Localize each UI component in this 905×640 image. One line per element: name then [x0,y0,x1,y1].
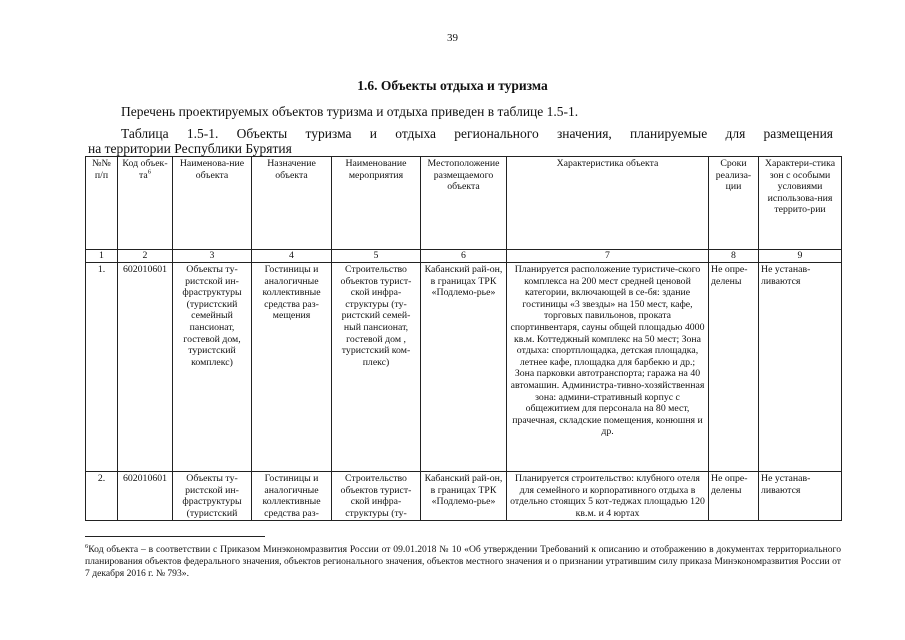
table-cell: Планируется расположение туристиче-ского комплекса на 200 мест средней ценовой категории, включающей в се-бя: здание гостиницы «3 звезды» на 150 мест, кафе, торговых павильонов, проката спортинвентаря, сауны общей площадью 4000 кв.м. Коттеджный комплекс на 50 мест; Зона отдыха: спортплощадка, детская площадка, летнее кафе, площадка для барбекю и др.; Зона парковки автотранспорта; гаража на 40 автомашин. Администра-тивно-хозяйственная зона: админи-стративный корпус с общежитием для персонала на 80 мест, прачечная, складские помещения, конюшня и др. [507,263,709,472]
column-number: 2 [118,250,173,263]
table-cell: 1. [86,263,118,472]
column-number: 1 [86,250,118,263]
header-cell: Характери-стика зон с особыми условиями использова-ния террито-рии [759,157,842,250]
header-cell: Сроки реализа-ции [709,157,759,250]
table-cell: Кабанский рай-он, в границах ТРК «Подлемо-рье» [421,263,507,472]
footnote-marker: 6 [147,168,151,176]
column-number: 5 [332,250,421,263]
table-caption: Таблица 1.5-1. Объекты туризма и отдыха регионального значения, планируемые для размещения [121,126,833,141]
table-cell: Планируется строительство: клубного отеля для семейного и корпоративного отдыха в отдельно стоящих 5 кот-теджах площадью 120 кв.м. и 4 юртах [507,472,709,521]
column-number: 6 [421,250,507,263]
header-cell: Наименование мероприятия [332,157,421,250]
header-cell-text: Код объек-та [122,158,168,181]
column-number: 4 [252,250,332,263]
table-cell: 602010601 [118,472,173,521]
header-cell: Наименова-ние объекта [173,157,252,250]
column-number: 8 [709,250,759,263]
page-number: 39 [447,32,458,44]
column-number-row [86,250,842,263]
table-cell: 2. [86,472,118,521]
tourism-objects-table [85,156,842,521]
table-caption-continued: на территории Республики Бурятия [88,141,292,156]
section-title: 1.6. Объекты отдыха и туризма [357,78,548,93]
table-cell: Не опре-делены [709,472,759,521]
table-cell: 602010601 [118,263,173,472]
table-row [86,472,842,521]
table-row [86,263,842,472]
footnote-marker: 6 [85,542,89,550]
footnote-divider [85,536,265,537]
table-header-row [86,157,842,250]
table-cell: Не устанав-ливаются [759,263,842,472]
header-cell: Местоположение размещаемого объекта [421,157,507,250]
table-cell: Гостиницы и аналогичные коллективные средства раз- [252,472,332,521]
column-number: 3 [173,250,252,263]
table-cell: Объекты ту-ристской ин-фраструктуры (туристский семейный пансионат, гостевой дом, туристский комплекс) [173,263,252,472]
table-cell: Не опре-делены [709,263,759,472]
table-cell: Строительство объектов турист-ской инфра-структуры (ту- [332,472,421,521]
column-number: 7 [507,250,709,263]
intro-paragraph: Перечень проектируемых объектов туризма и отдыха приведен в таблице 1.5-1. [121,104,579,119]
header-cell-code [118,157,173,250]
header-cell: Назначение объекта [252,157,332,250]
footnote-text: Код объекта – в соответствии с Приказом Минэкономразвития России от 09.01.2018 № 10 «Об утверждении Требований к описанию и отображению в документах территориального планирования объектов федерального значения, объектов регионального значения, объектов местного значения и о признании утратившим силу приказа Минэкономразвития России от 7 декабря 2016 г. № 793». [85,544,841,579]
header-cell: Характеристика объекта [507,157,709,250]
table-cell: Гостиницы и аналогичные коллективные средства раз-мещения [252,263,332,472]
table-cell: Объекты ту-ристской ин-фраструктуры (туристский [173,472,252,521]
column-number: 9 [759,250,842,263]
table-cell: Не устанав-ливаются [759,472,842,521]
footnote [85,544,841,580]
header-cell: №№ п/п [86,157,118,250]
table-cell: Строительство объектов турист-ской инфра-структуры (ту-ристский семей-ный пансионат, гостевой дом , туристский ком-плекс) [332,263,421,472]
table-cell: Кабанский рай-он, в границах ТРК «Подлемо-рье» [421,472,507,521]
